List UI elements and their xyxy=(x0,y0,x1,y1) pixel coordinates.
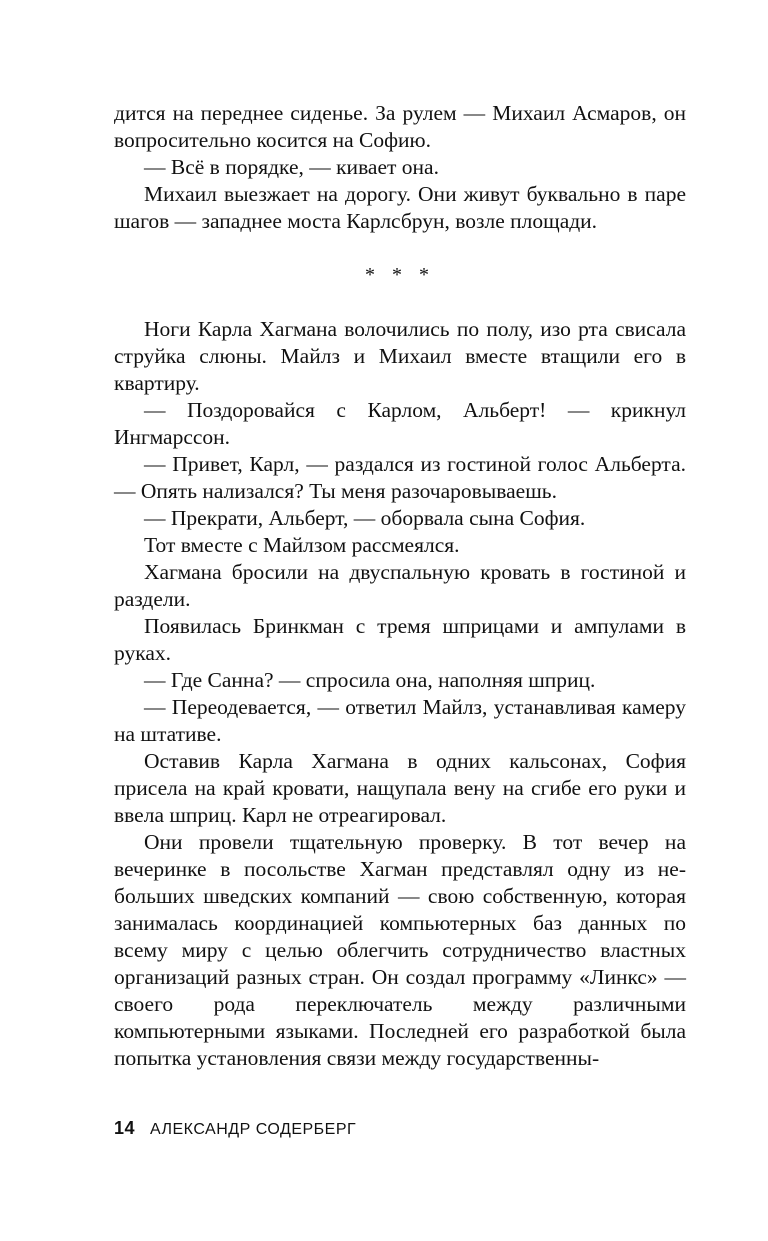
paragraph: Хагмана бросили на двуспальную кровать в гостиной и раздели. xyxy=(114,560,686,611)
paragraph: Оставив Карла Хагмана в одних кальсонах, София присела на край кровати, нащупала вену на сгибе его руки и ввела шприц. Карл не отреагировал. xyxy=(114,749,686,827)
paragraph: Тот вместе с Майлзом рассмеялся. xyxy=(144,533,460,557)
paragraph: Они провели тщательную проверку. В тот вечер на вечеринке в посольстве Хагман представлял одну из небольших шведских компаний — свою собственную, которая занималась координацией компьютерных баз данных по всему миру с целью облегчить сотрудничество властных организаций разных стран. Он создал программу «Линкс» — своего рода переключатель между различными компьютерными языками. Последней его разработкой была попытка установления связи между государственны- xyxy=(114,830,686,1070)
paragraph-continuation: дится на переднее сиденье. За рулем — Михаил Асмаров, он вопросительно косится на Софию. xyxy=(114,101,686,152)
running-title-author: АЛЕКСАНДР СОДЕРБЕРГ xyxy=(149,1121,357,1138)
section-separator: * * * xyxy=(365,264,435,286)
paragraph: Михаил выезжает на дорогу. Они живут буквально в паре шагов — западнее моста Карлсбрун, возле площади. xyxy=(114,182,686,233)
page-number: 14 xyxy=(114,1118,136,1138)
paragraph: — Прекрати, Альберт, — оборвала сына София. xyxy=(144,506,586,530)
paragraph: — Поздоровайся с Карлом, Альберт! — крикнул Ингмарссон. xyxy=(114,398,686,449)
paragraph: Ноги Карла Хагмана волочились по полу, изо рта свисала струйка слюны. Майлз и Михаил вместе втащили его в квартиру. xyxy=(114,317,686,395)
paragraph: — Где Санна? — спросила она, наполняя шприц. xyxy=(144,668,596,692)
paragraph: — Всё в порядке, — кивает она. xyxy=(144,155,439,179)
paragraph: Появилась Бринкман с тремя шприцами и ампулами в руках. xyxy=(114,614,686,665)
paragraph: — Привет, Карл, — раздался из гостиной голос Альберта. — Опять нализался? Ты меня разочаровываешь. xyxy=(114,452,686,503)
paragraph: — Переодевается, — ответил Майлз, устанавливая камеру на штативе. xyxy=(114,695,686,746)
page-body xyxy=(114,100,686,1072)
page-footer xyxy=(114,1118,356,1139)
